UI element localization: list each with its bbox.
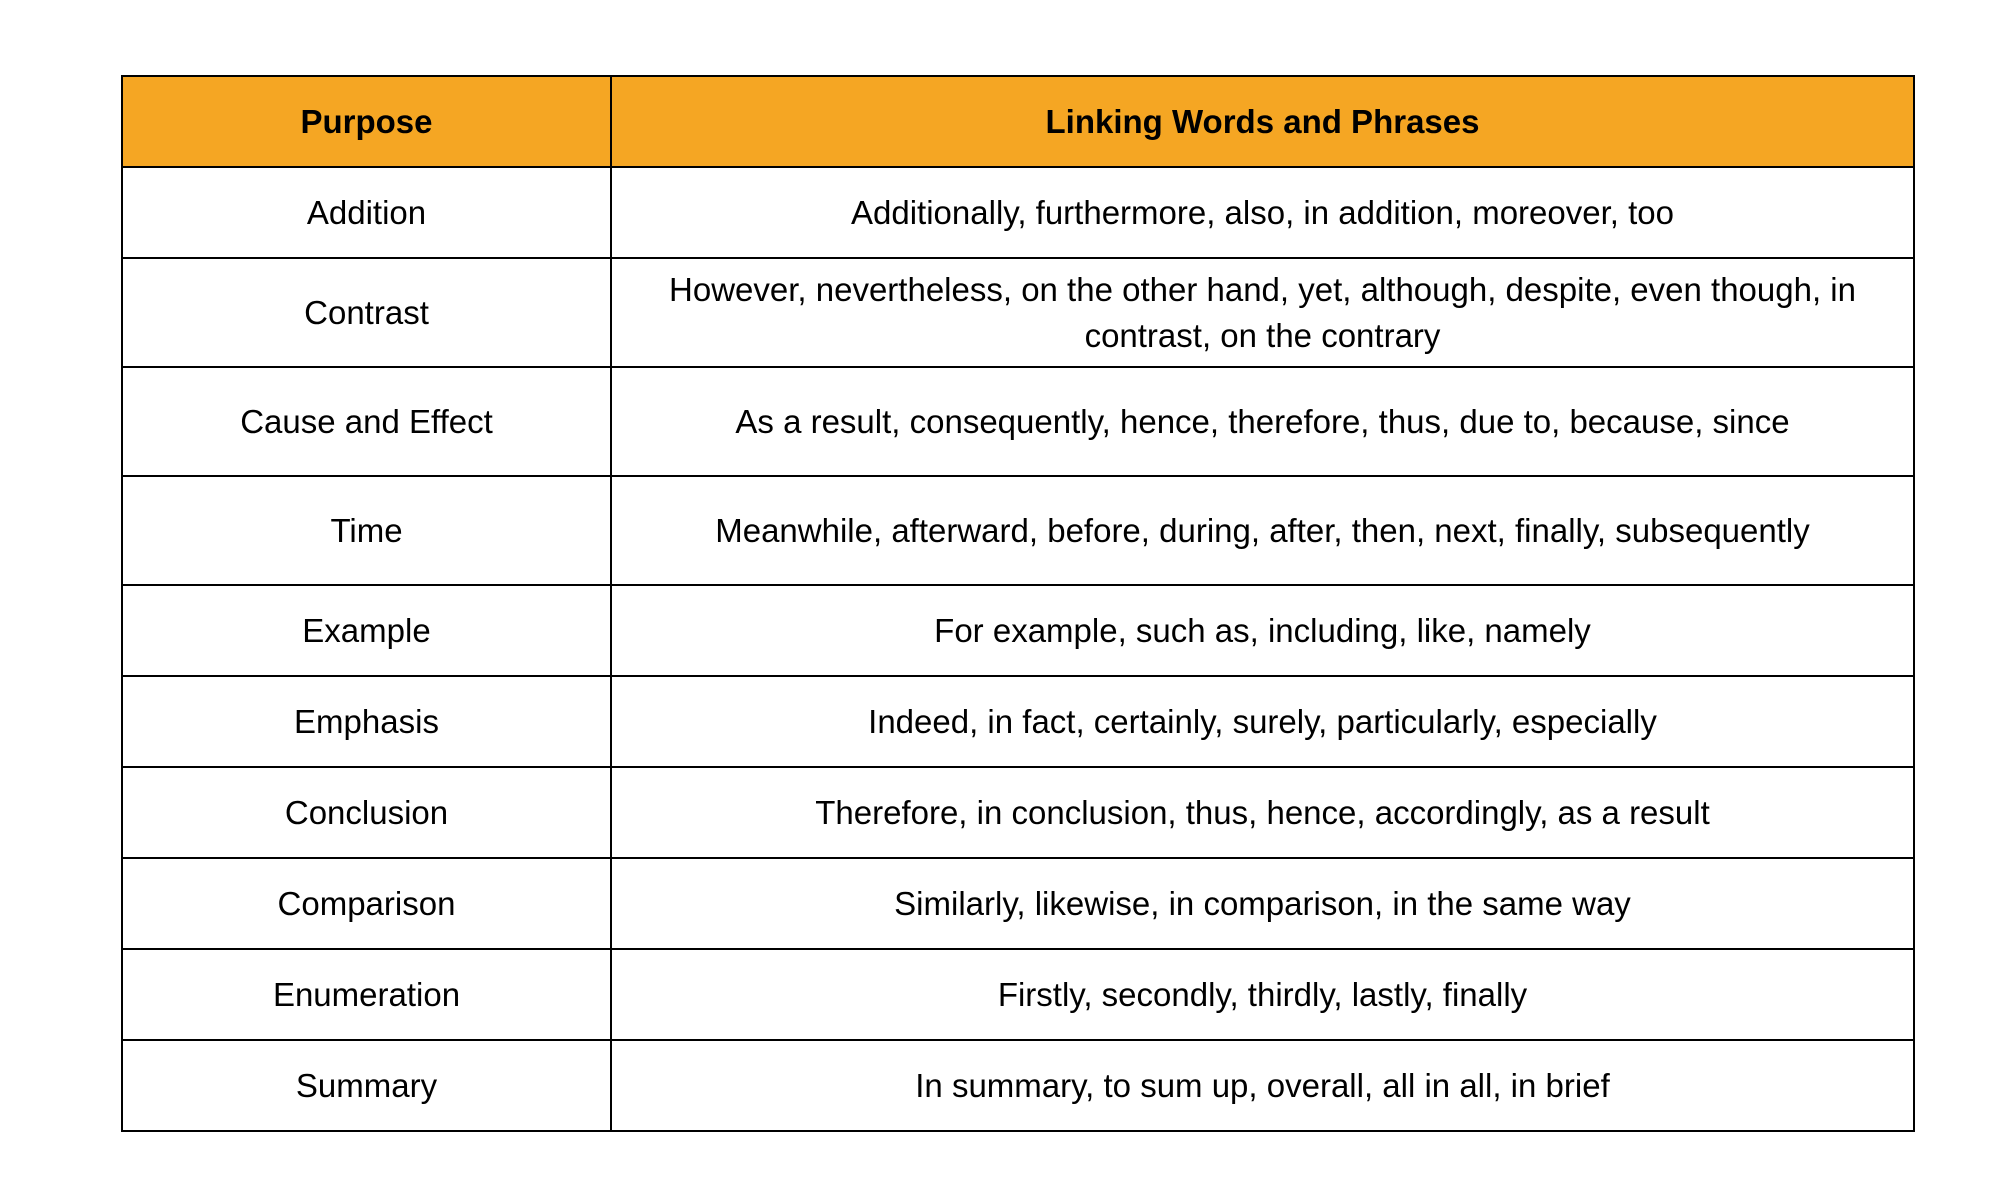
table-row xyxy=(122,258,1914,367)
header-phrases: Linking Words and Phrases xyxy=(611,76,1914,167)
phrases-cell: Meanwhile, afterward, before, during, after, then, next, finally, subsequently xyxy=(611,476,1914,585)
table-row xyxy=(122,167,1914,258)
purpose-cell: Conclusion xyxy=(122,767,611,858)
table-row xyxy=(122,949,1914,1040)
table-body xyxy=(122,167,1914,1131)
linking-words-table xyxy=(121,75,1915,1132)
phrases-cell: Additionally, furthermore, also, in addition, moreover, too xyxy=(611,167,1914,258)
purpose-cell: Enumeration xyxy=(122,949,611,1040)
table-row xyxy=(122,476,1914,585)
phrases-cell: As a result, consequently, hence, therefore, thus, due to, because, since xyxy=(611,367,1914,476)
purpose-cell: Time xyxy=(122,476,611,585)
phrases-cell: Similarly, likewise, in comparison, in the same way xyxy=(611,858,1914,949)
purpose-cell: Addition xyxy=(122,167,611,258)
purpose-cell: Emphasis xyxy=(122,676,611,767)
table-row xyxy=(122,676,1914,767)
purpose-cell: Cause and Effect xyxy=(122,367,611,476)
header-purpose: Purpose xyxy=(122,76,611,167)
phrases-cell: However, nevertheless, on the other hand, yet, although, despite, even though, in contrast, on the contrary xyxy=(611,258,1914,367)
table-row xyxy=(122,585,1914,676)
table-row xyxy=(122,858,1914,949)
phrases-cell: For example, such as, including, like, namely xyxy=(611,585,1914,676)
phrases-cell: Indeed, in fact, certainly, surely, particularly, especially xyxy=(611,676,1914,767)
phrases-cell: Therefore, in conclusion, thus, hence, accordingly, as a result xyxy=(611,767,1914,858)
table-row xyxy=(122,767,1914,858)
purpose-cell: Contrast xyxy=(122,258,611,367)
header-row xyxy=(122,76,1914,167)
purpose-cell: Comparison xyxy=(122,858,611,949)
table-row xyxy=(122,367,1914,476)
table-row xyxy=(122,1040,1914,1131)
phrases-cell: In summary, to sum up, overall, all in all, in brief xyxy=(611,1040,1914,1131)
table-header xyxy=(122,76,1914,167)
linking-words-table-container xyxy=(121,75,1913,1132)
phrases-cell: Firstly, secondly, thirdly, lastly, finally xyxy=(611,949,1914,1040)
purpose-cell: Summary xyxy=(122,1040,611,1131)
purpose-cell: Example xyxy=(122,585,611,676)
